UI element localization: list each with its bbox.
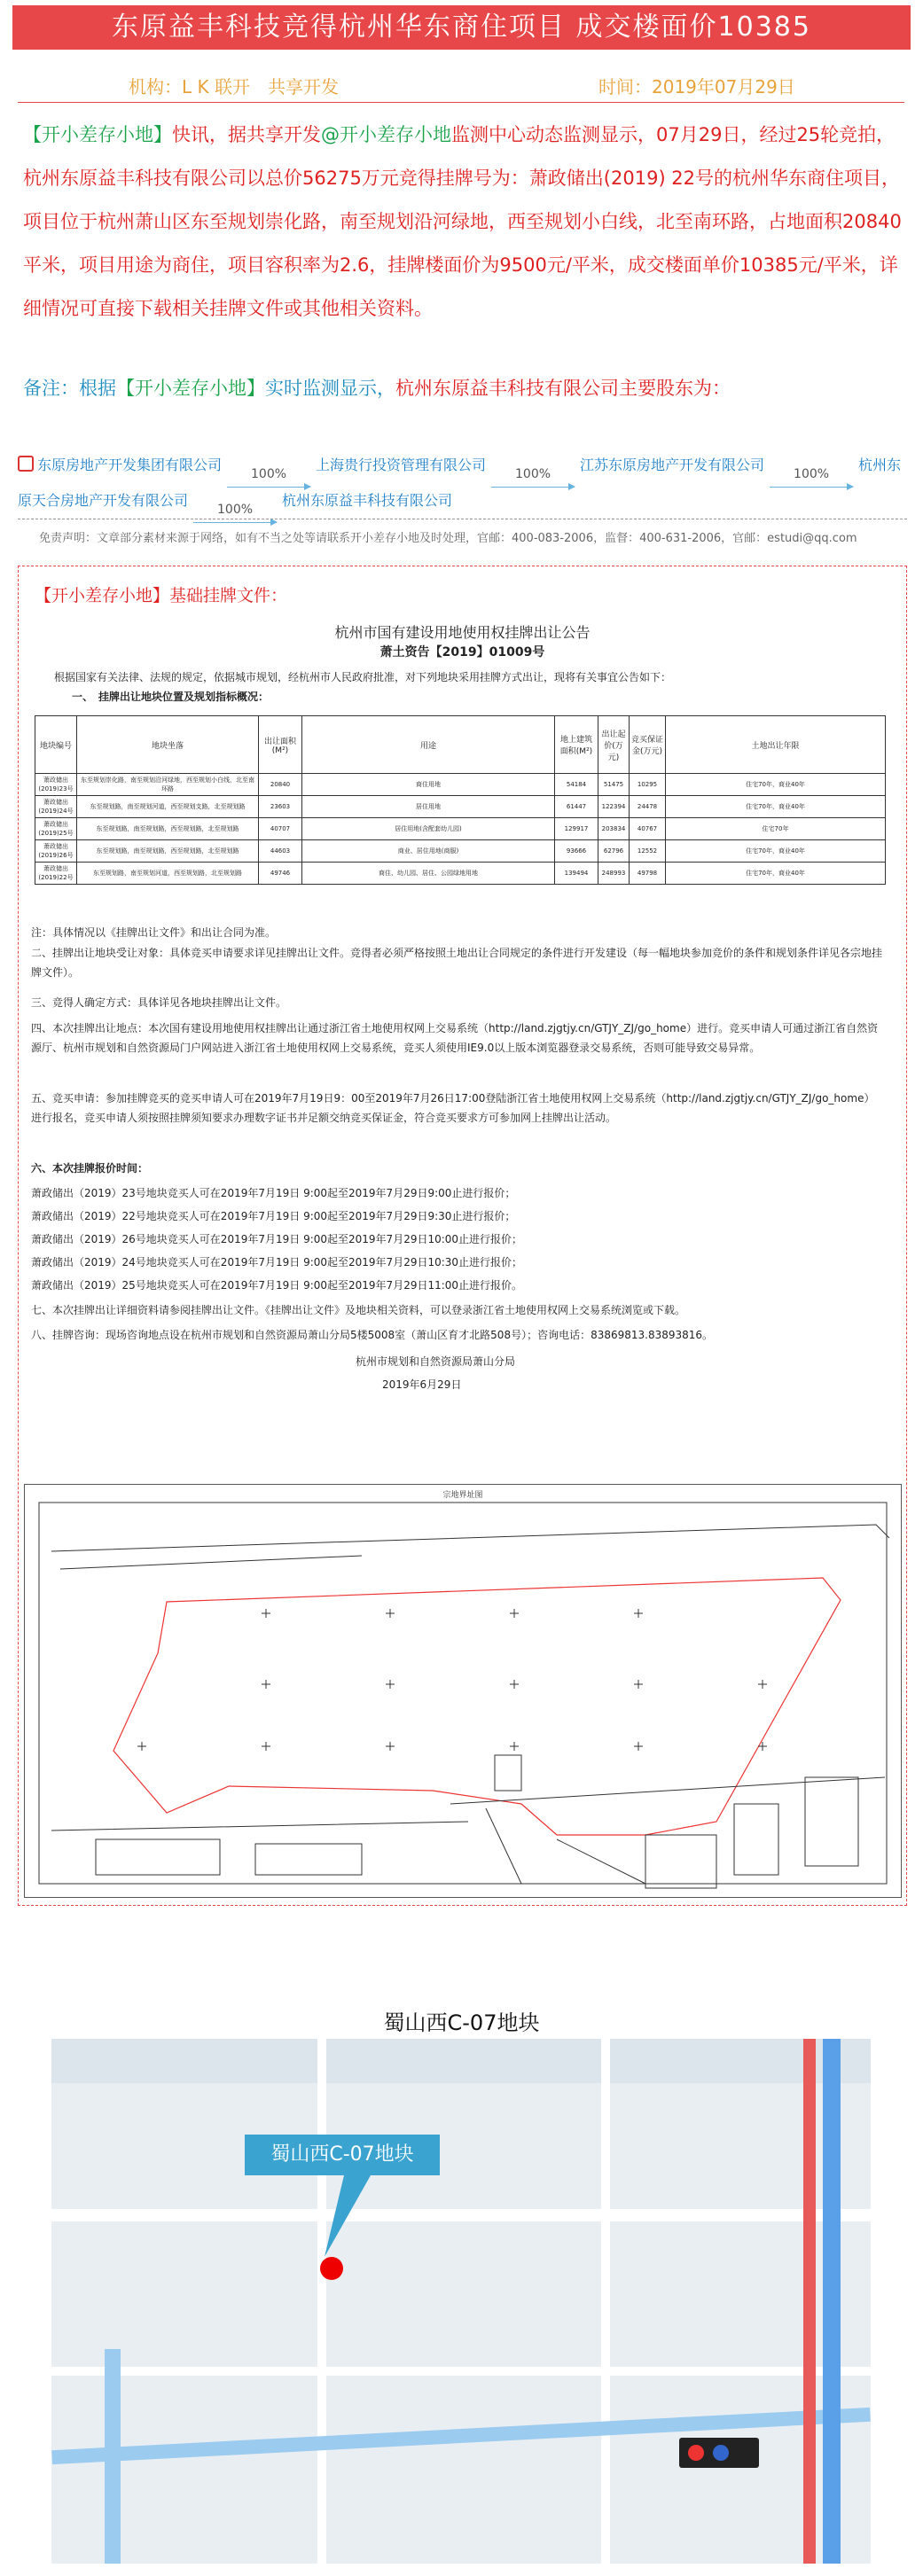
- chain-node-1[interactable]: 东原房地产开发集团有限公司: [37, 457, 223, 473]
- callout-pointer: [317, 2172, 397, 2260]
- doc-schedule-4: 萧政储出（2019）24号地块竞买人可在2019年7月19日 9:00起至2019年7月29日10:30止进行报价；: [31, 1256, 523, 1268]
- land-table: [35, 715, 886, 885]
- table-header-row: 地块编号 地块坐落 出让面积(M²) 用途 地上建筑面积(M²) 出让起价(万元) 竞买保证金(万元) 土地出让年限: [35, 716, 886, 774]
- table-row: 萧政储出(2019)26号 东至规划路，南至规划路，西至规划路，北至规划路 44603 商业、居住用地(商服) 93666 62796 12552 住宅70年，商业40年: [35, 840, 886, 863]
- chain-arrow-4: 100%: [193, 504, 277, 505]
- map-controls[interactable]: [679, 2438, 759, 2468]
- location-map-title: 蜀山西C-07地块: [383, 2010, 540, 2035]
- doc-number: 萧土资告【2019】01009号: [379, 645, 545, 660]
- location-map[interactable]: [51, 2039, 871, 2564]
- chain-node-5[interactable]: 杭州东原益丰科技有限公司: [282, 492, 453, 509]
- location-callout: 蜀山西C-07地块: [245, 2135, 440, 2175]
- intro-body: 监测中心动态监测显示，07月29日，经过25轮竞拍，杭州东原益丰科技有限公司以总价56275万元竞得挂牌号为：萧政储出(2019) 22号的杭州华东商住项目，项目位于杭州萧山区东至规划崇化路，南至规划沿河绿地，西至规划小白线，北至南环路，占地面积20840平米，项目用途为商住，项目容积率为2.6，挂牌楼面价为9500元/平米，成交楼面单价10385元/平米，详细情况可直接下载相关挂牌文件或其他相关资料。: [23, 124, 902, 319]
- doc-title: 杭州市国有建设用地使用权挂牌出让公告: [334, 624, 591, 641]
- chain-arrow-2: 100%: [491, 469, 575, 470]
- doc-schedule-2: 萧政储出（2019）22号地块竞买人可在2019年7月19日 9:00起至2019年7月29日9:30止进行报价；: [31, 1210, 516, 1222]
- doc-para-3: 三、竞得人确定方式：具体详见各地块挂牌出让文件。: [31, 996, 287, 1009]
- chain-node-4[interactable]: 杭州东原天合房地产开发有限公司: [18, 457, 902, 509]
- map-help-icon[interactable]: [713, 2445, 729, 2461]
- time-label: 时间：2019年07月29日: [598, 76, 795, 98]
- company-logo-icon: [18, 456, 34, 472]
- doc-signature: 杭州市规划和自然资源局萧山分局: [356, 1355, 516, 1368]
- map-caption: 宗地界址图: [442, 1491, 483, 1500]
- doc-heading: 【开小差存小地】基础挂牌文件：: [35, 586, 288, 605]
- doc-date: 2019年6月29日: [382, 1378, 462, 1391]
- brand-tag: 【开小差存小地】: [23, 124, 172, 145]
- disclaimer: 免责声明：文章部分素材来源于网络，如有不当之处等请联系开小差存小地及时处理，官邮：400-083-2006，监督：400-631-2006，官邮：estudi@qq.com: [39, 532, 857, 545]
- location-pin-icon[interactable]: [320, 2257, 343, 2280]
- doc-para-2: 二、挂牌出让地块受让对象：具体竞买申请要求详见挂牌出让文件。竞得者必须严格按照土地出让合同规定的条件进行开发建设（每一幅地块参加竞价的条件和规划条件详见各宗地挂牌文件）。: [31, 947, 883, 979]
- doc-schedule-1: 萧政储出（2019）23号地块竞买人可在2019年7月19日 9:00起至2019年7月29日9:00止进行报价；: [31, 1187, 516, 1199]
- table-row: 萧政储出(2019)25号 东至规划路，南至规划路，西至规划路，北至规划路 40707 居住用地(含配套幼儿园) 129917 203834 40767 住宅70年: [35, 818, 886, 840]
- map-sound-icon[interactable]: [688, 2445, 704, 2461]
- doc-sec-1: 一、 挂牌出让地块位置及规划指标概况：: [72, 691, 270, 703]
- boundary-drawing: [25, 1485, 901, 1897]
- table-row: 萧政储出(2019)24号 东至规划路，南至规划河道，西至规划支路，北至规划路 23603 居住用地 61447 122394 24478 住宅70年，商业40年: [35, 796, 886, 818]
- doc-para-4: 四、本次挂牌出让地点：本次国有建设用地使用权挂牌出让通过浙江省土地使用权网上交易系统（http://land.zjgtjy.cn/GTJY_ZJ/go_home）进行。竞买申请人可通过浙江省自然资源厅、杭州市规划和自然资源局门户网站进入浙江省土地使用权网上交易系统，竞买人须使用IE9.0以上版本浏览器登录交易系统，否则可能导致交易异常。: [31, 1022, 879, 1054]
- parcel-boundary-map: [24, 1484, 902, 1898]
- doc-para-1: 根据国家有关法律、法规的规定，依据城市规划，经杭州市人民政府批准，对下列地块采用挂牌方式出让，现将有关事宜公告如下：: [54, 671, 672, 683]
- shareholder-note: [23, 374, 904, 401]
- doc-schedule-5: 萧政储出（2019）25号地块竞买人可在2019年7月19日 9:00起至2019年7月29日11:00止进行报价。: [31, 1279, 523, 1292]
- note-company: 杭州东原益丰科技有限公司主要股东为：: [395, 378, 731, 399]
- doc-para-7: 七、本次挂牌出让详细资料请参阅挂牌出让文件。《挂牌出让文件》及地块相关资料，可以登录浙江省土地使用权网上交易系统浏览或下载。: [31, 1304, 686, 1316]
- org-label: 机构：L K 联开 共享开发: [129, 76, 339, 98]
- table-row: 萧政储出(2019)22号 东至规划路，南至规划河道，西至规划路，北至规划路 49746 商住、幼儿园、居住、公园绿地用地 139494 248993 49798 住宅70年，商业40年: [35, 863, 886, 885]
- doc-para-6: 六、本次挂牌报价时间：: [31, 1162, 149, 1175]
- table-row: 萧政储出(2019)23号 东至规划崇化路，南至规划沿河绿地，西至规划小白线，北至南环路 20840 商住用地 54184 51475 10295 住宅70年，商业40年: [35, 774, 886, 796]
- page-title-banner: [12, 5, 911, 50]
- intro-lead: 快讯，据共享开发: [172, 124, 321, 145]
- doc-note: 注：具体情况以《挂牌出让文件》和出让合同为准。: [31, 926, 277, 939]
- chain-arrow-3: 100%: [770, 469, 853, 470]
- note-mid: 实时监测显示，: [265, 378, 395, 399]
- doc-para-5: 五、竞买申请：参加挂牌竞买的竞买申请人可在2019年7月19日9：00至2019年7月26日17:00登陆浙江省土地使用权网上交易系统（http://land.zjgtjy.cn/GTJY_ZJ/go_home）进行报名，竞买申请人须按照挂牌须知要求办理数字证书并足额交纳竞买保证金，符合竞买要求方可参加网上挂牌出让活动。: [31, 1092, 875, 1124]
- brand-mention-link[interactable]: @开小差存小地: [321, 124, 451, 145]
- news-intro: [23, 113, 904, 331]
- shareholder-chain: [18, 448, 909, 519]
- listing-document: [18, 566, 907, 1906]
- chain-node-2[interactable]: 上海贵行投资管理有限公司: [316, 457, 487, 473]
- note-brand-tag: 【开小差存小地】: [116, 378, 265, 399]
- page-title: 东原益丰科技竞得杭州华东商住项目 成交楼面价10385: [112, 12, 811, 43]
- note-prefix: 备注：根据: [23, 378, 116, 399]
- chain-node-3[interactable]: 江苏东原房地产开发有限公司: [580, 457, 765, 473]
- doc-para-8: 八、挂牌咨询：现场咨询地点设在杭州市规划和自然资源局萧山分局5楼5008室（萧山区育才北路508号）；咨询电话：83869813.83893816。: [31, 1329, 714, 1341]
- chain-arrow-1: 100%: [227, 469, 310, 470]
- meta-bar: [18, 62, 904, 103]
- doc-schedule-3: 萧政储出（2019）26号地块竞买人可在2019年7月19日 9:00起至2019年7月29日10:00止进行报价；: [31, 1233, 523, 1245]
